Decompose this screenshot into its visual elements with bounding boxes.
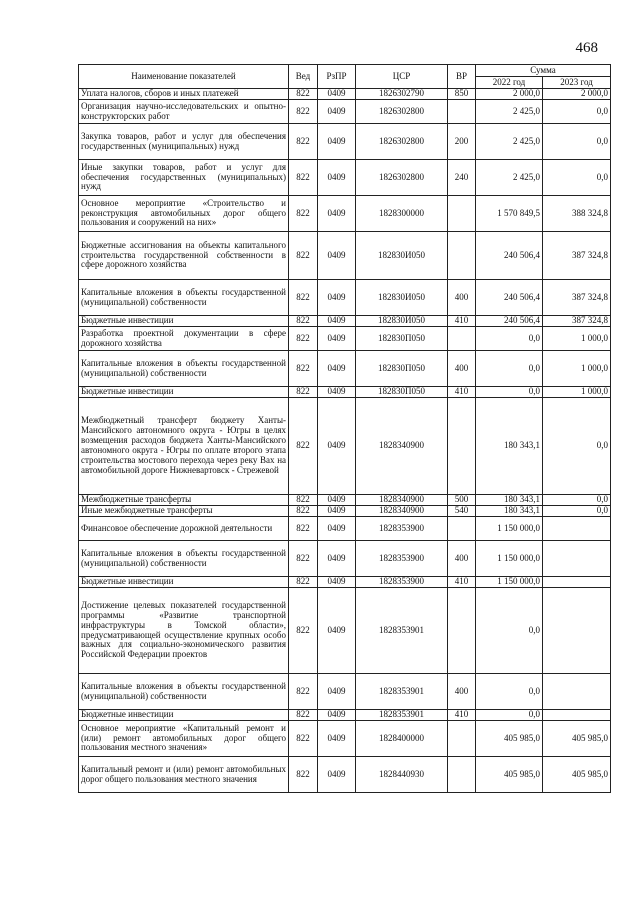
row-name: Организация научно-исследовательских и опытно-конструкторских работ: [79, 100, 289, 124]
table-row: [79, 710, 611, 721]
row-rzpr: 0409: [318, 124, 356, 160]
row-name: Капитальные вложения в объекты государственной (муниципальной) собственности: [79, 674, 289, 710]
row-csr: 182830И050: [356, 316, 448, 327]
table-row: [79, 541, 611, 577]
row-rzpr: 0409: [318, 710, 356, 721]
row-sum-2023: [543, 577, 611, 588]
row-vr: 410: [448, 316, 476, 327]
row-name: Бюджетные инвестиции: [79, 387, 289, 398]
row-csr: 182830И050: [356, 232, 448, 280]
table-row: [79, 124, 611, 160]
row-rzpr: 0409: [318, 506, 356, 517]
row-sum-2022: 2 425,0: [476, 100, 543, 124]
row-csr: 1828340900: [356, 506, 448, 517]
row-rzpr: 0409: [318, 160, 356, 196]
row-sum-2022: 240 506,4: [476, 280, 543, 316]
header-sum: Сумма: [476, 65, 611, 77]
row-ved: 822: [289, 757, 318, 793]
row-rzpr: 0409: [318, 398, 356, 495]
header-year-2023: 2023 год: [543, 77, 611, 89]
row-vr: [448, 327, 476, 351]
row-sum-2023: 387 324,8: [543, 280, 611, 316]
row-ved: 822: [289, 674, 318, 710]
row-ved: 822: [289, 232, 318, 280]
table-row: [79, 577, 611, 588]
row-vr: 410: [448, 710, 476, 721]
row-ved: 822: [289, 495, 318, 506]
header-name: Наименование показателей: [79, 65, 289, 89]
table-row: [79, 506, 611, 517]
row-sum-2022: 0,0: [476, 710, 543, 721]
row-sum-2022: 240 506,4: [476, 316, 543, 327]
row-rzpr: 0409: [318, 721, 356, 757]
row-csr: 1826302800: [356, 160, 448, 196]
row-csr: 1828400000: [356, 721, 448, 757]
row-ved: 822: [289, 398, 318, 495]
row-sum-2023: [543, 710, 611, 721]
row-vr: 400: [448, 541, 476, 577]
row-csr: 1828353900: [356, 541, 448, 577]
row-sum-2023: 1 000,0: [543, 351, 611, 387]
row-vr: [448, 196, 476, 232]
row-sum-2023: 0,0: [543, 398, 611, 495]
row-csr: 1828353901: [356, 588, 448, 674]
row-name: Бюджетные инвестиции: [79, 316, 289, 327]
row-sum-2022: 0,0: [476, 588, 543, 674]
row-ved: 822: [289, 541, 318, 577]
row-ved: 822: [289, 387, 318, 398]
row-rzpr: 0409: [318, 495, 356, 506]
row-rzpr: 0409: [318, 280, 356, 316]
table-row: [79, 721, 611, 757]
table-row: [79, 398, 611, 495]
row-rzpr: 0409: [318, 674, 356, 710]
table-row: [79, 674, 611, 710]
row-name: Бюджетные инвестиции: [79, 710, 289, 721]
row-ved: 822: [289, 577, 318, 588]
row-rzpr: 0409: [318, 232, 356, 280]
row-vr: [448, 517, 476, 541]
row-rzpr: 0409: [318, 577, 356, 588]
row-rzpr: 0409: [318, 757, 356, 793]
row-sum-2023: 0,0: [543, 100, 611, 124]
table-row: [79, 316, 611, 327]
row-vr: [448, 398, 476, 495]
row-sum-2022: 0,0: [476, 351, 543, 387]
row-sum-2022: 2 425,0: [476, 124, 543, 160]
budget-table: [78, 64, 611, 793]
page-number: 468: [575, 40, 598, 56]
row-csr: 1828340900: [356, 495, 448, 506]
row-name: Межбюджетные трансферты: [79, 495, 289, 506]
row-csr: 182830И050: [356, 280, 448, 316]
table-row: [79, 351, 611, 387]
row-name: Разработка проектной документации в сфере дорожного хозяйства: [79, 327, 289, 351]
row-csr: 1828353901: [356, 710, 448, 721]
row-ved: 822: [289, 721, 318, 757]
row-sum-2023: [543, 674, 611, 710]
row-ved: 822: [289, 588, 318, 674]
row-name: Закупка товаров, работ и услуг для обеспечения государственных (муниципальных) нужд: [79, 124, 289, 160]
row-sum-2023: 1 000,0: [543, 327, 611, 351]
row-name: Основное мероприятие «Строительство и реконструкция автомобильных дорог общего пользования и сооружений на них»: [79, 196, 289, 232]
row-sum-2023: 0,0: [543, 160, 611, 196]
row-name: Иные закупки товаров, работ и услуг для обеспечения государственных (муниципальных) нужд: [79, 160, 289, 196]
row-sum-2022: 0,0: [476, 327, 543, 351]
row-rzpr: 0409: [318, 588, 356, 674]
row-name: Основное мероприятие «Капитальный ремонт и (или) ремонт автомобильных дорог общего пользования местного значения»: [79, 721, 289, 757]
row-csr: 182830П050: [356, 351, 448, 387]
table-row: [79, 89, 611, 100]
row-vr: 410: [448, 387, 476, 398]
row-sum-2023: 2 000,0: [543, 89, 611, 100]
row-vr: 410: [448, 577, 476, 588]
row-ved: 822: [289, 517, 318, 541]
row-rzpr: 0409: [318, 196, 356, 232]
row-rzpr: 0409: [318, 100, 356, 124]
row-csr: 182830П050: [356, 327, 448, 351]
row-sum-2023: 405 985,0: [543, 757, 611, 793]
table-row: [79, 100, 611, 124]
row-sum-2022: 1 150 000,0: [476, 541, 543, 577]
row-sum-2023: 387 324,8: [543, 316, 611, 327]
row-vr: 500: [448, 495, 476, 506]
row-vr: 400: [448, 674, 476, 710]
row-vr: [448, 100, 476, 124]
row-rzpr: 0409: [318, 316, 356, 327]
row-vr: 540: [448, 506, 476, 517]
row-sum-2023: 0,0: [543, 506, 611, 517]
row-csr: 1826302790: [356, 89, 448, 100]
row-vr: [448, 757, 476, 793]
row-ved: 822: [289, 89, 318, 100]
row-ved: 822: [289, 196, 318, 232]
row-sum-2023: 1 000,0: [543, 387, 611, 398]
row-vr: 200: [448, 124, 476, 160]
row-name: Капитальные вложения в объекты государственной (муниципальной) собственности: [79, 541, 289, 577]
row-name: Межбюджетный трансферт бюджету Ханты-Мансийского автономного округа - Югры в целях возмещения расходов бюджета Ханты-Мансийского автономного округа - Югры по оплате второго этапа строительства мостового перехода через реку Вах на автомобильной дороге Нижневартовск - Стрежевой: [79, 398, 289, 495]
table-row: [79, 387, 611, 398]
row-rzpr: 0409: [318, 517, 356, 541]
row-csr: 1828440930: [356, 757, 448, 793]
row-rzpr: 0409: [318, 89, 356, 100]
row-sum-2022: 180 343,1: [476, 495, 543, 506]
row-ved: 822: [289, 327, 318, 351]
row-name: Бюджетные ассигнования на объекты капитального строительства государственной собственности в сфере дорожного хозяйства: [79, 232, 289, 280]
table-row: [79, 280, 611, 316]
row-csr: 1828353901: [356, 674, 448, 710]
table-body: [79, 89, 611, 793]
header-rzpr: РзПР: [318, 65, 356, 89]
row-ved: 822: [289, 280, 318, 316]
row-csr: 182830П050: [356, 387, 448, 398]
row-sum-2022: 405 985,0: [476, 757, 543, 793]
row-sum-2023: 388 324,8: [543, 196, 611, 232]
table-header: [79, 65, 611, 89]
row-rzpr: 0409: [318, 351, 356, 387]
row-name: Достижение целевых показателей государственной программы «Развитие транспортной инфраструктуры в Томской области», предусматривающей осуществление крупных особо важных для социально-экономического развития Российской Федерации проектов: [79, 588, 289, 674]
row-vr: [448, 721, 476, 757]
row-sum-2023: [543, 588, 611, 674]
row-name: Уплата налогов, сборов и иных платежей: [79, 89, 289, 100]
row-sum-2023: 0,0: [543, 124, 611, 160]
row-csr: 1828340900: [356, 398, 448, 495]
row-name: Капитальные вложения в объекты государственной (муниципальной) собственности: [79, 280, 289, 316]
table-row: [79, 588, 611, 674]
row-vr: [448, 232, 476, 280]
row-sum-2022: 180 343,1: [476, 398, 543, 495]
header-ved: Вед: [289, 65, 318, 89]
row-ved: 822: [289, 100, 318, 124]
header-vr: ВР: [448, 65, 476, 89]
row-sum-2022: 1 150 000,0: [476, 577, 543, 588]
row-name: Капитальный ремонт и (или) ремонт автомобильных дорог общего пользования местного значения: [79, 757, 289, 793]
table-row: [79, 757, 611, 793]
row-vr: [448, 588, 476, 674]
table-row: [79, 160, 611, 196]
row-name: Бюджетные инвестиции: [79, 577, 289, 588]
row-name: Капитальные вложения в объекты государственной (муниципальной) собственности: [79, 351, 289, 387]
table-row: [79, 517, 611, 541]
row-sum-2023: 387 324,8: [543, 232, 611, 280]
row-name: Финансовое обеспечение дорожной деятельности: [79, 517, 289, 541]
row-ved: 822: [289, 160, 318, 196]
row-ved: 822: [289, 710, 318, 721]
row-name: Иные межбюджетные трансферты: [79, 506, 289, 517]
row-rzpr: 0409: [318, 327, 356, 351]
row-sum-2022: 2 000,0: [476, 89, 543, 100]
row-sum-2023: 405 985,0: [543, 721, 611, 757]
row-sum-2023: [543, 517, 611, 541]
row-sum-2022: 240 506,4: [476, 232, 543, 280]
row-sum-2022: 180 343,1: [476, 506, 543, 517]
row-csr: 1828353900: [356, 517, 448, 541]
table-row: [79, 232, 611, 280]
row-sum-2023: [543, 541, 611, 577]
row-ved: 822: [289, 506, 318, 517]
row-ved: 822: [289, 316, 318, 327]
row-sum-2022: 1 570 849,5: [476, 196, 543, 232]
row-sum-2022: 2 425,0: [476, 160, 543, 196]
row-csr: 1828300000: [356, 196, 448, 232]
row-ved: 822: [289, 351, 318, 387]
row-csr: 1826302800: [356, 100, 448, 124]
row-vr: 400: [448, 351, 476, 387]
header-csr: ЦСР: [356, 65, 448, 89]
row-vr: 400: [448, 280, 476, 316]
table-row: [79, 196, 611, 232]
row-sum-2022: 1 150 000,0: [476, 517, 543, 541]
row-sum-2022: 405 985,0: [476, 721, 543, 757]
row-csr: 1828353900: [356, 577, 448, 588]
row-sum-2023: 0,0: [543, 495, 611, 506]
header-year-2022: 2022 год: [476, 77, 543, 89]
row-vr: 850: [448, 89, 476, 100]
row-vr: 240: [448, 160, 476, 196]
row-rzpr: 0409: [318, 541, 356, 577]
table-row: [79, 495, 611, 506]
row-rzpr: 0409: [318, 387, 356, 398]
row-sum-2022: 0,0: [476, 674, 543, 710]
row-ved: 822: [289, 124, 318, 160]
table-row: [79, 327, 611, 351]
row-sum-2022: 0,0: [476, 387, 543, 398]
row-csr: 1826302800: [356, 124, 448, 160]
